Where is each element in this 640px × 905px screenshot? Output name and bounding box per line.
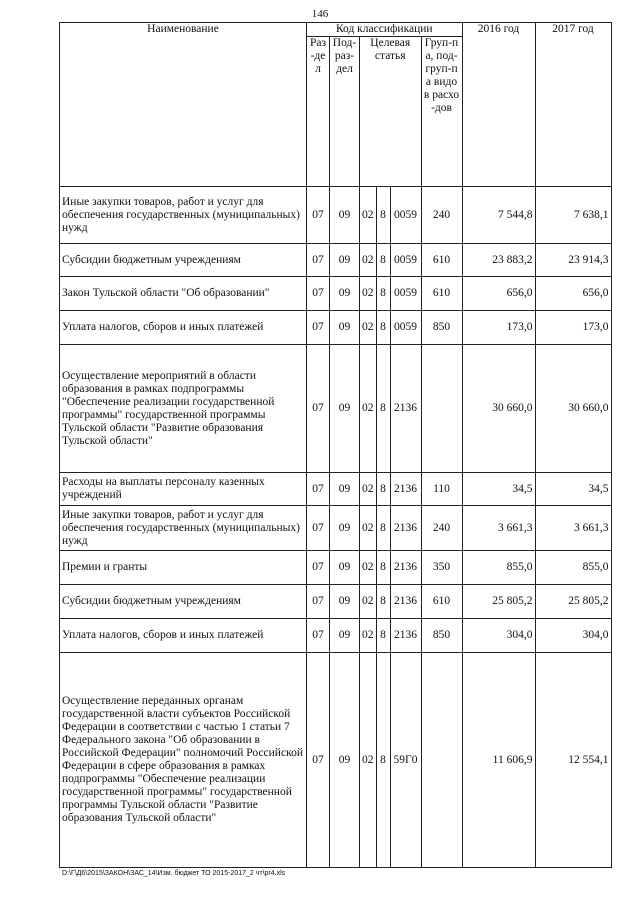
row-expense-group: 610 — [421, 277, 462, 311]
row-value-2016: 30 660,0 — [462, 345, 535, 473]
row-article-direction: 2136 — [390, 506, 421, 551]
row-value-2017: 25 805,2 — [535, 585, 611, 619]
row-article-direction: 0059 — [390, 311, 421, 345]
row-section: 07 — [307, 244, 330, 277]
row-article-program: 02 — [360, 345, 377, 473]
table-row — [60, 619, 612, 653]
row-value-2016: 173,0 — [462, 311, 535, 345]
row-name: Иные закупки товаров, работ и услуг для обеспечения государственных (муниципальных) нужд — [60, 187, 307, 244]
row-subsection: 09 — [330, 473, 360, 506]
row-article-subprogram: 8 — [376, 473, 390, 506]
row-article-program: 02 — [360, 506, 377, 551]
row-value-2016: 25 805,2 — [462, 585, 535, 619]
header-section: Раз-дел — [307, 37, 330, 187]
row-section: 07 — [307, 277, 330, 311]
row-name: Уплата налогов, сборов и иных платежей — [60, 619, 307, 653]
row-article-program: 02 — [360, 619, 377, 653]
row-subsection: 09 — [330, 345, 360, 473]
row-article-direction: 2136 — [390, 473, 421, 506]
row-value-2017: 7 638,1 — [535, 187, 611, 244]
budget-table — [59, 22, 612, 868]
row-subsection: 09 — [330, 187, 360, 244]
row-section: 07 — [307, 551, 330, 585]
row-value-2016: 7 544,8 — [462, 187, 535, 244]
row-value-2017: 656,0 — [535, 277, 611, 311]
row-subsection: 09 — [330, 653, 360, 868]
table-header — [60, 23, 612, 187]
row-article-direction: 2136 — [390, 585, 421, 619]
row-value-2016: 304,0 — [462, 619, 535, 653]
row-value-2017: 23 914,3 — [535, 244, 611, 277]
row-article-program: 02 — [360, 473, 377, 506]
row-value-2017: 173,0 — [535, 311, 611, 345]
row-article-program: 02 — [360, 585, 377, 619]
table-row — [60, 585, 612, 619]
row-expense-group: 610 — [421, 244, 462, 277]
row-value-2017: 304,0 — [535, 619, 611, 653]
row-value-2016: 855,0 — [462, 551, 535, 585]
row-article-program: 02 — [360, 187, 377, 244]
row-subsection: 09 — [330, 619, 360, 653]
header-expense-group: Груп-па, под-груп-па видов расхо-дов — [421, 37, 462, 187]
table-body — [60, 187, 612, 868]
table-row — [60, 277, 612, 311]
row-subsection: 09 — [330, 311, 360, 345]
row-value-2016: 11 606,9 — [462, 653, 535, 868]
row-article-subprogram: 8 — [376, 187, 390, 244]
row-name: Осуществление переданных органам государственной власти субъектов Российской Федерации в соответствии с частью 1 статьи 7 Федерального закона "Об образовании в Российской Федерации" полномочий Российской Федерации в сфере образования в рамках подпрограммы "Обеспечение реализации государственной программы" государственной программы Тульской области "Развитие образования Тульской области" — [60, 653, 307, 868]
row-subsection: 09 — [330, 585, 360, 619]
row-article-subprogram: 8 — [376, 506, 390, 551]
header-target-article: Целевая статья — [360, 37, 422, 187]
row-section: 07 — [307, 311, 330, 345]
row-expense-group — [421, 345, 462, 473]
row-article-direction: 2136 — [390, 345, 421, 473]
row-expense-group: 610 — [421, 585, 462, 619]
row-name: Премии и гранты — [60, 551, 307, 585]
header-name: Наименование — [60, 23, 307, 187]
row-subsection: 09 — [330, 506, 360, 551]
row-section: 07 — [307, 653, 330, 868]
row-article-program: 02 — [360, 277, 377, 311]
row-article-subprogram: 8 — [376, 619, 390, 653]
row-article-direction: 0059 — [390, 187, 421, 244]
row-value-2017: 855,0 — [535, 551, 611, 585]
row-expense-group: 110 — [421, 473, 462, 506]
row-value-2017: 30 660,0 — [535, 345, 611, 473]
row-value-2017: 34,5 — [535, 473, 611, 506]
row-article-subprogram: 8 — [376, 653, 390, 868]
row-article-direction: 2136 — [390, 619, 421, 653]
row-expense-group: 850 — [421, 619, 462, 653]
table-row — [60, 345, 612, 473]
row-name: Субсидии бюджетным учреждениям — [60, 244, 307, 277]
row-article-program: 02 — [360, 244, 377, 277]
row-article-program: 02 — [360, 311, 377, 345]
row-value-2017: 12 554,1 — [535, 653, 611, 868]
table-row — [60, 473, 612, 506]
table-row — [60, 506, 612, 551]
table-row — [60, 551, 612, 585]
row-section: 07 — [307, 585, 330, 619]
row-article-subprogram: 8 — [376, 277, 390, 311]
row-name: Осуществление мероприятий в области образования в рамках подпрограммы "Обеспечение реализации государственной программы" государственной программы Тульской области "Развитие образования Тульской области" — [60, 345, 307, 473]
table-row — [60, 311, 612, 345]
row-name: Уплата налогов, сборов и иных платежей — [60, 311, 307, 345]
table-row — [60, 244, 612, 277]
header-year-2016: 2016 год — [462, 23, 535, 187]
row-value-2016: 3 661,3 — [462, 506, 535, 551]
row-section: 07 — [307, 187, 330, 244]
row-name: Закон Тульской области "Об образовании" — [60, 277, 307, 311]
row-name: Расходы на выплаты персоналу казенных учреждений — [60, 473, 307, 506]
row-subsection: 09 — [330, 244, 360, 277]
row-expense-group: 240 — [421, 187, 462, 244]
row-article-direction: 2136 — [390, 551, 421, 585]
row-article-subprogram: 8 — [376, 244, 390, 277]
row-article-direction: 0059 — [390, 244, 421, 277]
row-subsection: 09 — [330, 277, 360, 311]
page-number: 146 — [311, 8, 329, 20]
row-article-program: 02 — [360, 653, 377, 868]
row-article-direction: 59Г0 — [390, 653, 421, 868]
row-value-2016: 34,5 — [462, 473, 535, 506]
row-name: Субсидии бюджетным учреждениям — [60, 585, 307, 619]
row-value-2017: 3 661,3 — [535, 506, 611, 551]
footer-file-path: D:\Г\Д6\2015\ЗАКОН\ЗАС_14\Изм. бюджет ТО 2015-2017_2 чт\pr4.xls — [62, 870, 286, 877]
row-value-2016: 23 883,2 — [462, 244, 535, 277]
row-expense-group — [421, 653, 462, 868]
row-article-subprogram: 8 — [376, 345, 390, 473]
row-expense-group: 240 — [421, 506, 462, 551]
row-expense-group: 350 — [421, 551, 462, 585]
row-section: 07 — [307, 619, 330, 653]
row-value-2016: 656,0 — [462, 277, 535, 311]
row-article-subprogram: 8 — [376, 311, 390, 345]
row-article-subprogram: 8 — [376, 551, 390, 585]
header-year-2017: 2017 год — [535, 23, 611, 187]
header-subsection: Под-раз-дел — [330, 37, 360, 187]
row-section: 07 — [307, 506, 330, 551]
row-section: 07 — [307, 473, 330, 506]
header-classification: Код классификации — [307, 23, 463, 37]
row-subsection: 09 — [330, 551, 360, 585]
row-section: 07 — [307, 345, 330, 473]
row-expense-group: 850 — [421, 311, 462, 345]
row-article-direction: 0059 — [390, 277, 421, 311]
table-row — [60, 187, 612, 244]
table-row — [60, 653, 612, 868]
row-name: Иные закупки товаров, работ и услуг для обеспечения государственных (муниципальных) нужд — [60, 506, 307, 551]
row-article-subprogram: 8 — [376, 585, 390, 619]
row-article-program: 02 — [360, 551, 377, 585]
